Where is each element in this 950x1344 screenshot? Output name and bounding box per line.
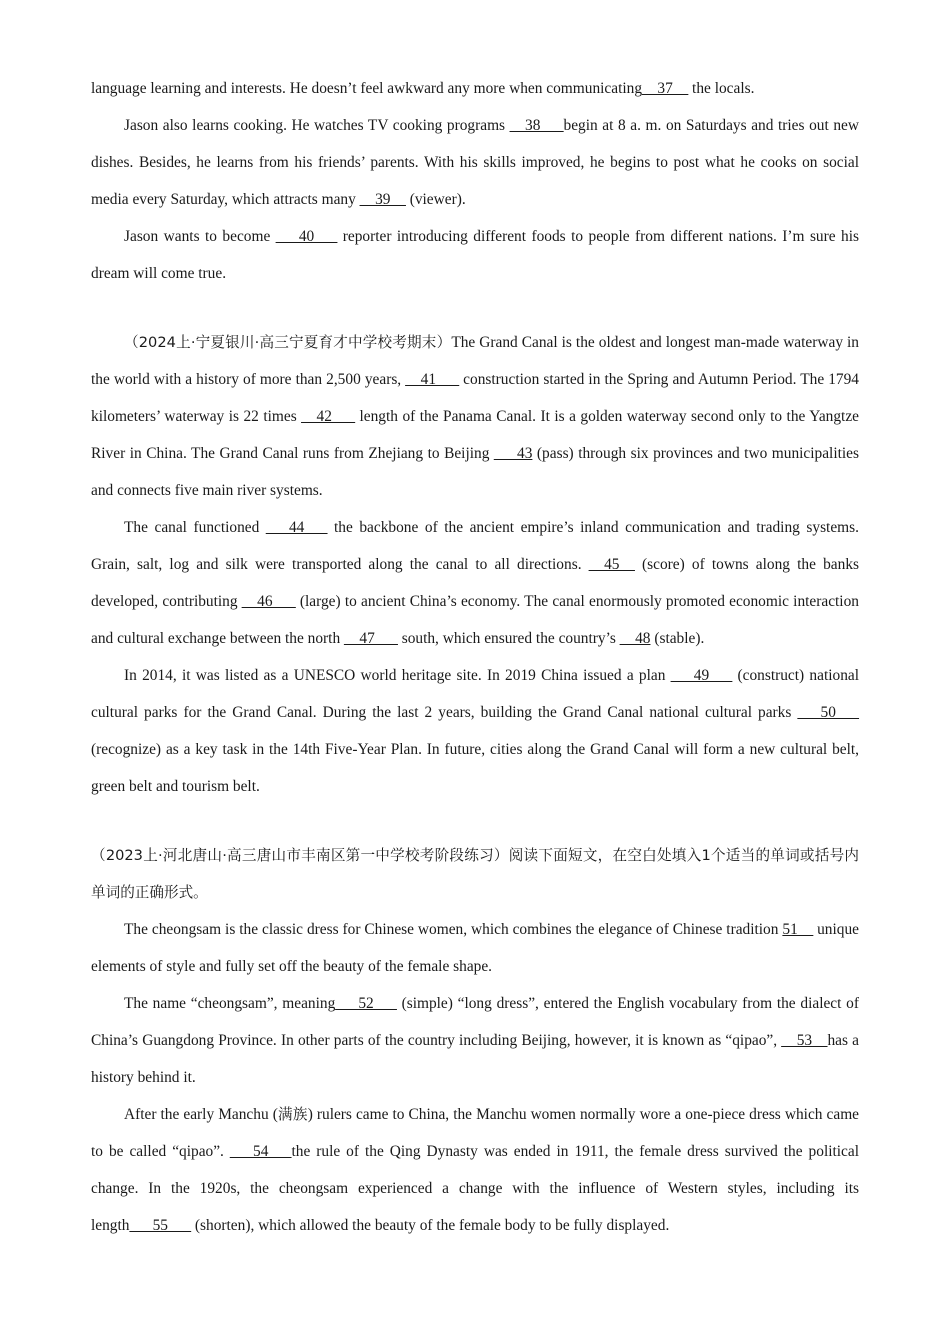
- text: The cheongsam is the classic dress for Chinese women, which combines the elegance of Chinese tradition: [124, 921, 783, 938]
- text: (recognize) as a key task in the 14th Five-Year Plan. In future, cities along the Grand Canal will form a new cultural belt, green belt and tourism belt.: [91, 741, 859, 795]
- text: (large) to ancient China’s economy. The canal enormously promoted economic interaction and cultural exchange between the north: [91, 593, 859, 647]
- text: Jason wants to become: [124, 228, 276, 245]
- blank-53[interactable]: __53__: [781, 1032, 828, 1049]
- paragraph-jason-cooking: [91, 107, 859, 218]
- chinese-term: 满族: [277, 1106, 308, 1123]
- blank-43[interactable]: ___43: [493, 445, 533, 462]
- text: south, which ensured the country’s: [397, 630, 620, 647]
- instruction-text: （2023上·河北唐山·高三唐山市丰南区第一中学校考阶段练习）阅读下面短文，在空白处填入1个适当的单词或括号内单词的正确形式。: [91, 847, 859, 901]
- text: has a history behind it.: [91, 1032, 860, 1086]
- blank-45[interactable]: __45__: [588, 556, 635, 573]
- text: In 2014, it was listed as a UNESCO world heritage site. In 2019 China issued a plan: [124, 667, 671, 684]
- paragraph-manchu-history: [91, 1096, 859, 1244]
- paragraph-cheongsam-intro: [91, 911, 859, 985]
- text: Jason also learns cooking. He watches TV cooking programs: [124, 117, 510, 134]
- text: (viewer).: [405, 191, 466, 208]
- text: The canal functioned: [124, 519, 266, 536]
- text: After the early Manchu (: [124, 1106, 278, 1123]
- text: language learning and interests. He doesn’t feel awkward any more when communicating: [91, 80, 643, 97]
- paragraph-unesco: [91, 657, 859, 805]
- text: (score) of towns along the banks developed, contributing: [91, 556, 859, 610]
- text: the rule of the Qing Dynasty was ended in 1911, the female dress survived the political change. In the 1920s, the cheongsam experienced a change with the influence of Western styles, including its length: [91, 1143, 859, 1234]
- blank-50[interactable]: ___50___: [797, 704, 859, 721]
- blank-41[interactable]: __41___: [405, 371, 460, 388]
- blank-55[interactable]: ___55___: [129, 1217, 192, 1234]
- instruction-heading: [91, 837, 859, 911]
- paragraph-cheongsam-name: [91, 985, 859, 1096]
- text: (stable).: [650, 630, 705, 647]
- text: begin at 8 a. m. on Saturdays and tries out new dishes. Besides, he learns from his friends’ parents. With his skills improved, he begins to post what he cooks on social media every Saturday, which attracts many: [91, 117, 859, 208]
- source-label: （2024上·宁夏银川·高三宁夏育才中学校考期末）: [124, 334, 452, 351]
- text: (pass) through six provinces and two municipalities and connects five main river systems.: [91, 445, 859, 499]
- text: (construct) national cultural parks for the Grand Canal. During the last 2 years, building the Grand Canal national cultural parks: [91, 667, 859, 721]
- text: construction started in the Spring and Autumn Period. The 1794 kilometers’ waterway is 22 times: [91, 371, 859, 425]
- text: The name “cheongsam”, meaning: [124, 995, 336, 1012]
- paragraph-p1-continuation: [91, 70, 859, 107]
- text: reporter introducing different foods to people from different nations. I’m sure his dream will come true.: [91, 228, 859, 282]
- text: the locals.: [688, 80, 755, 97]
- blank-46[interactable]: __46___: [241, 593, 296, 610]
- text: length of the Panama Canal. It is a golden waterway second only to the Yangtze River in China. The Grand Canal runs from Zhejiang to Beijing: [91, 408, 859, 462]
- text: the backbone of the ancient empire’s inland communication and trading systems. Grain, salt, log and silk were transported along the canal to all directions.: [91, 519, 859, 573]
- paragraph-canal-function: [91, 509, 859, 657]
- blank-38[interactable]: __38___: [509, 117, 564, 134]
- text: ) rulers came to China, the Manchu women normally wore a one-piece dress which came to be called “qipao”.: [91, 1106, 859, 1160]
- blank-42[interactable]: __42___: [301, 408, 356, 425]
- text: (shorten), which allowed the beauty of the female body to be fully displayed.: [191, 1217, 670, 1234]
- blank-49[interactable]: ___49___: [670, 667, 733, 684]
- text: (simple) “long dress”, entered the English vocabulary from the dialect of China’s Guangdong Province. In other parts of the country including Beijing, however, it is known as “qipao”,: [91, 995, 859, 1049]
- blank-54[interactable]: ___54___: [229, 1143, 292, 1160]
- blank-48[interactable]: __48: [619, 630, 651, 647]
- blank-40[interactable]: ___40___: [275, 228, 338, 245]
- paragraph-jason-dream: [91, 218, 859, 292]
- blank-47[interactable]: __47___: [343, 630, 398, 647]
- blank-52[interactable]: ___52___: [335, 995, 397, 1012]
- blank-44[interactable]: ___44___: [265, 519, 328, 536]
- text: The Grand Canal is the oldest and longest man-made waterway in the world with a history of more than 2,500 years,: [91, 334, 859, 388]
- section-gap: [91, 292, 859, 324]
- blank-39[interactable]: __39__: [359, 191, 406, 208]
- blank-51[interactable]: 51__: [782, 921, 814, 938]
- blank-37[interactable]: __37__: [642, 80, 689, 97]
- paragraph-grand-canal-intro: [91, 324, 859, 509]
- text: unique elements of style and fully set off the beauty of the female shape.: [91, 921, 859, 975]
- section-gap: [91, 805, 859, 837]
